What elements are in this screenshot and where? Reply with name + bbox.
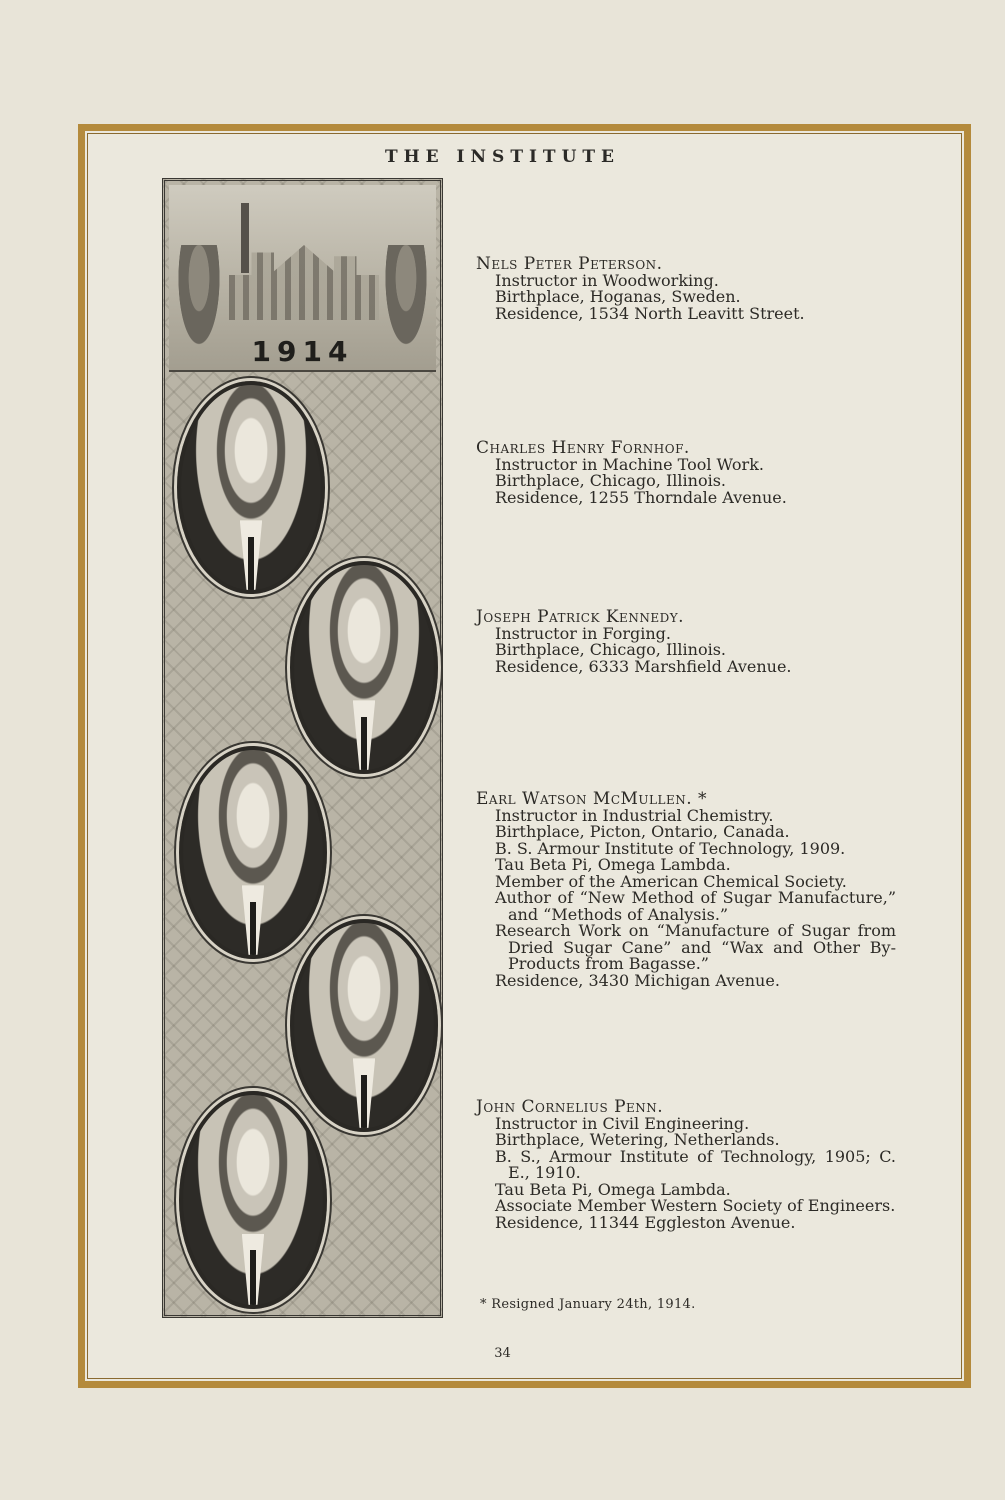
entry-line: Residence, 1255 Thorndale Avenue. — [495, 487, 787, 507]
entry-name: Charles Henry Fornhof. — [476, 438, 690, 458]
portrait-panel — [162, 178, 443, 1318]
panel-year: 1914 — [251, 335, 354, 368]
footnote: * Resigned January 24th, 1914. — [480, 1297, 696, 1312]
entry-line: Associate Member Western Society of Engineers. — [495, 1196, 896, 1215]
entry-line: Instructor in Woodworking. — [495, 270, 719, 290]
portrait-peterson — [177, 381, 325, 594]
entry-line: Birthplace, Chicago, Illinois. — [495, 640, 726, 659]
entry-kennedy — [476, 609, 896, 675]
entry-line: Instructor in Civil Engineering. — [495, 1113, 750, 1133]
entry-line: Tau Beta Pi, Omega Lambda. — [495, 1179, 731, 1199]
portrait-fornhof — [290, 561, 438, 774]
portrait-penn — [179, 1091, 327, 1309]
entry-line: Instructor in Industrial Chemistry. — [495, 805, 774, 825]
entry-name: John Cornelius Penn. — [476, 1097, 664, 1117]
entry-line: Birthplace, Hoganas, Sweden. — [495, 287, 741, 306]
entry-line: Instructor in Forging. — [495, 623, 671, 643]
portrait-tie — [248, 537, 254, 590]
entry-line: Author of “New Method of Sugar Manufacture,” and “Methods of Analysis.” — [495, 888, 896, 924]
entry-name: Earl Watson McMullen. * — [476, 789, 708, 809]
entry-line: Birthplace, Picton, Ontario, Canada. — [495, 822, 790, 841]
portrait-tie — [250, 902, 256, 955]
entry-line: Residence, 3430 Michigan Avenue. — [495, 970, 780, 990]
entry-fornhof — [476, 440, 896, 506]
running-head: THE INSTITUTE — [384, 147, 621, 167]
entry-line: Research Work on “Manufacture of Sugar from Dried Sugar Cane” and “Wax and Other By-Products from Bagasse.” — [495, 921, 896, 973]
building-illustration — [229, 245, 379, 320]
portrait-kennedy — [179, 746, 327, 959]
portrait-tie — [250, 1250, 256, 1305]
entry-line: Birthplace, Wetering, Netherlands. — [495, 1130, 780, 1149]
entry-mcmullen — [476, 791, 896, 989]
chimney-illustration — [241, 203, 249, 273]
entry-line: Residence, 6333 Marshfield Avenue. — [495, 656, 792, 676]
portrait-mcmullen — [290, 919, 438, 1132]
portrait-tie — [361, 717, 367, 770]
entry-name: Joseph Patrick Kennedy. — [476, 607, 685, 627]
entry-line: Tau Beta Pi, Omega Lambda. — [495, 855, 731, 874]
entry-line: Residence, 1534 North Leavitt Street. — [495, 303, 805, 323]
entry-line: B. S. Armour Institute of Technology, 1909. — [495, 838, 846, 858]
entry-penn — [476, 1099, 896, 1231]
entry-peterson — [476, 256, 896, 322]
entry-name: Nels Peter Peterson. — [476, 254, 663, 274]
entry-line: Member of the American Chemical Society. — [495, 871, 847, 891]
entry-line: Instructor in Machine Tool Work. — [495, 454, 764, 474]
panel-header-illustration — [169, 185, 436, 372]
entry-line: Birthplace, Chicago, Illinois. — [495, 471, 726, 490]
page-number: 34 — [494, 1346, 511, 1361]
portrait-tie — [361, 1075, 367, 1128]
entry-line: B. S., Armour Institute of Technology, 1905; C. E., 1910. — [495, 1146, 896, 1182]
entry-line: Residence, 11344 Eggleston Avenue. — [495, 1212, 796, 1232]
